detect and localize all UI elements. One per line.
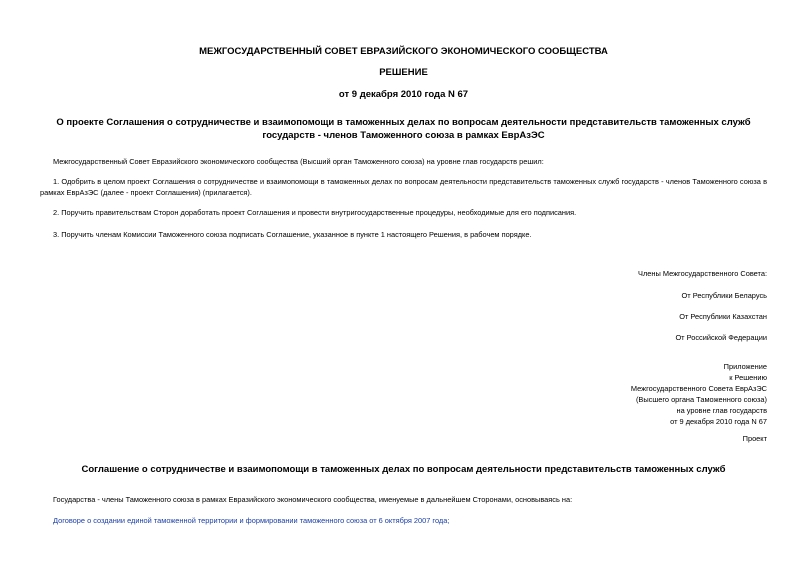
agreement-preamble: Государства - члены Таможенного союза в рамках Евразийского экономического сообщества, именуемые в дальнейшем Сторонами, основываясь на:: [53, 495, 573, 504]
appendix-block: [631, 362, 767, 427]
signature-russia: От Российской Федерации: [675, 333, 767, 342]
appendix-line: Приложение: [723, 362, 767, 371]
signatures-title: Члены Межгосударственного Совета:: [638, 269, 767, 278]
decision-heading: РЕШЕНИЕ: [379, 67, 428, 78]
appendix-line: от 9 декабря 2010 года N 67: [670, 416, 767, 426]
item-3-paragraph: 3. Поручить членам Комиссии Таможенного союза подписать Соглашение, указанное в пункте 1 настоящего Решения, в рабочем порядке.: [53, 230, 532, 239]
treaty-link[interactable]: Договоре о создании единой таможенной территории и формировании таможенного союза от 6 октября 2007 года;: [53, 516, 450, 525]
decision-date: от 9 декабря 2010 года N 67: [338, 89, 469, 100]
intro-paragraph: Межгосударственный Совет Евразийского экономического сообщества (Высший орган Таможенного союза) на уровне глав государств решил:: [53, 157, 544, 166]
appendix-line: Межгосударственного Совета ЕврАзЭС: [630, 383, 767, 393]
signature-belarus: От Республики Беларусь: [681, 291, 767, 300]
item-1-paragraph: 1. Одобрить в целом проект Соглашения о сотрудничестве и взаимопомощи в таможенных делах по вопросам деятельности представительств таможенных служб государств - членов Таможенного союза в рамках ЕврАзЭС (далее - проект Соглашения) (прилагается).: [40, 177, 767, 197]
appendix-line: на уровне глав государств: [676, 405, 767, 415]
draft-label: Проект: [742, 434, 767, 443]
appendix-line: (Высшего органа Таможенного союза): [635, 394, 767, 404]
item-2-paragraph: 2. Поручить правительствам Сторон доработать проект Соглашения и провести внутригосударственные процедуры, необходимые для его подписания.: [53, 208, 577, 217]
council-heading: МЕЖГОСУДАРСТВЕННЫЙ СОВЕТ ЕВРАЗИЙСКОГО ЭКОНОМИЧЕСКОГО СООБЩЕСТВА: [199, 46, 608, 57]
decision-subject: О проекте Соглашения о сотрудничестве и взаимопомощи в таможенных делах по вопросам деятельности представительств таможенных служб государств - членов Таможенного союза в рамках ЕврАзЭС: [56, 117, 751, 141]
appendix-line: к Решению: [729, 372, 767, 382]
agreement-title: Соглашение о сотрудничестве и взаимопомощи в таможенных делах по вопросам деятельности представительств таможенных служб: [81, 464, 726, 475]
signature-kazakhstan: От Республики Казахстан: [679, 312, 767, 321]
